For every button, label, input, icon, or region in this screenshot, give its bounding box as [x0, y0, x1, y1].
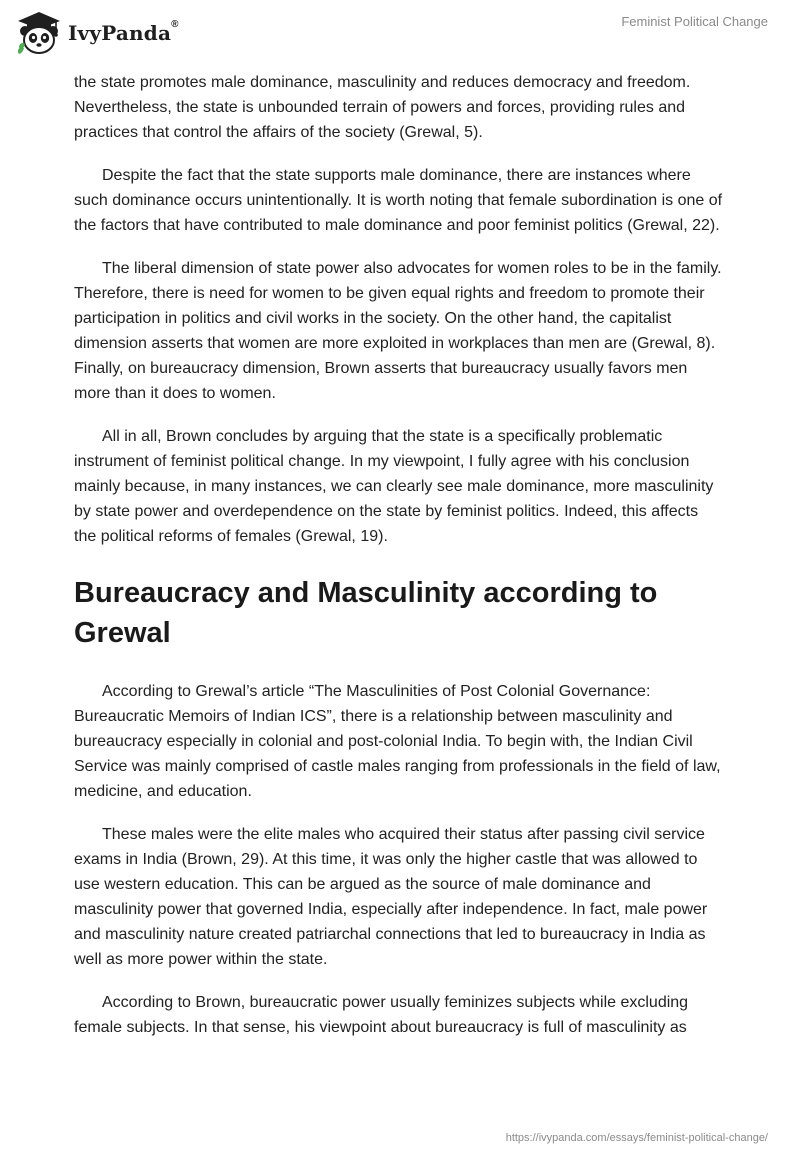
essay-content — [74, 70, 724, 1058]
section-heading: Bureaucracy and Masculinity according to Grewal — [74, 577, 658, 649]
paragraph-1: the state promotes male dominance, masculinity and reduces democracy and freedom. Nevertheless, the state is unbounded terrain of powers and forces, providing rules and practices that control the affairs of the society (Grewal, 5). — [74, 74, 691, 141]
document-title: Feminist Political Change — [621, 14, 768, 29]
logo-text: IvyPanda® — [68, 19, 179, 45]
page-header — [0, 0, 800, 70]
paragraph-5: According to Grewal’s article “The Masculinities of Post Colonial Governance: Bureaucratic Memoirs of Indian ICS”, there is a relationship between masculinity and bureaucracy especially in colonial and post-colonial India. To begin with, the Indian Civil Service was mainly comprised of castle males ranging from professionals in the field of law, medicine, and education. — [74, 683, 721, 800]
source-url[interactable]: https://ivypanda.com/essays/feminist-political-change/ — [505, 1132, 768, 1144]
paragraph-7: According to Brown, bureaucratic power usually feminizes subjects while excluding female subjects. In that sense, his viewpoint about bureaucracy is full of masculinity as — [74, 994, 689, 1036]
paragraph-6: These males were the elite males who acquired their status after passing civil service exams in India (Brown, 29). At this time, it was only the higher castle that was allowed to use western education. This can be argued as the source of male dominance and masculinity power that governed India, especially after independence. In fact, male power and masculinity nature created patriarchal connections that led to bureaucracy in India as well as more power within the state. — [74, 826, 708, 968]
paragraph-4: All in all, Brown concludes by arguing that the state is a specifically problematic instrument of feminist political change. In my viewpoint, I fully agree with his conclusion mainly because, in many instances, we can clearly see male dominance, more masculinity by state power and overdependence on the state by feminist politics. Indeed, this affects the political reforms of females (Grewal, 19). — [74, 428, 714, 545]
ivypanda-logo[interactable] — [16, 10, 179, 56]
paragraph-3: The liberal dimension of state power also advocates for women roles to be in the family. Therefore, there is need for women to be given equal rights and freedom to promote their participation in politics and civil works in the society. On the other hand, the capitalist dimension asserts that women are more exploited in workplaces than men are (Grewal, 8). Finally, on bureaucracy dimension, Brown asserts that bureaucracy usually favors men more than it does to women. — [74, 260, 722, 402]
panda-graduate-icon — [16, 10, 62, 56]
paragraph-2: Despite the fact that the state supports male dominance, there are instances where such dominance occurs unintentionally. It is worth noting that female subordination is one of the factors that have contributed to male dominance and poor feminist politics (Grewal, 22). — [74, 167, 723, 234]
